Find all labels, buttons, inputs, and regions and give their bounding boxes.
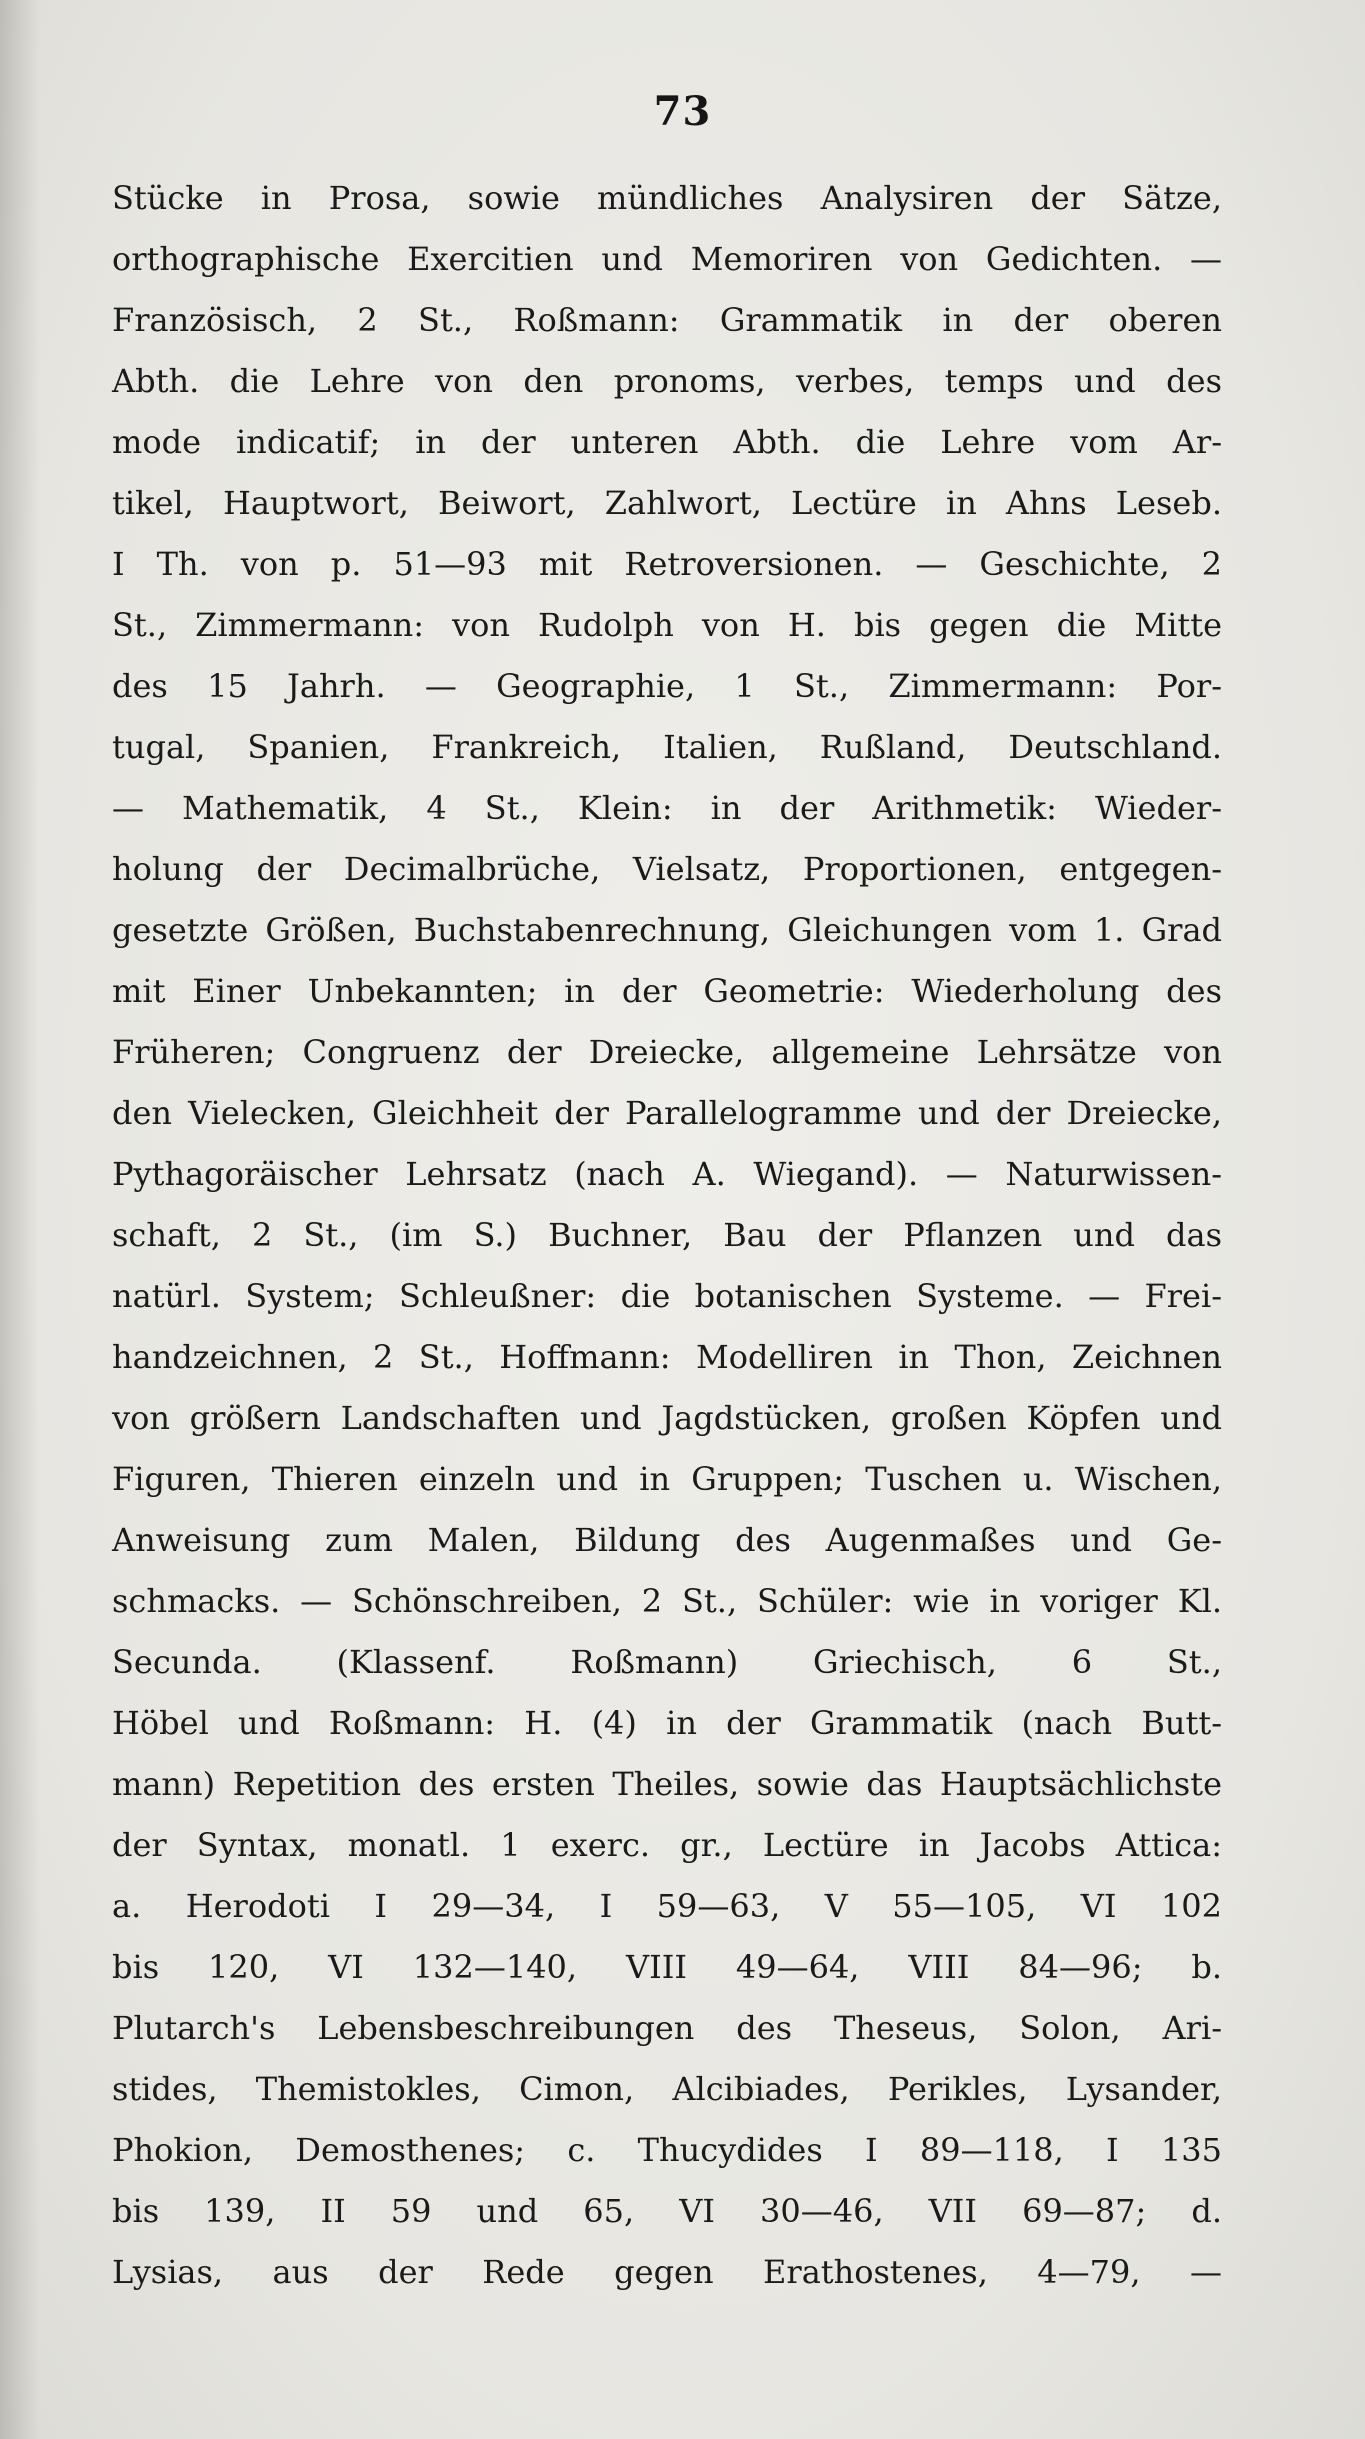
text-line: Plutarch's Lebensbeschreibungen des Theseus, Solon, Ari- <box>112 2009 1222 2047</box>
text-line: mode indicatif; in der unteren Abth. die Lehre vom Ar- <box>112 423 1222 461</box>
text-line: bis 139, II 59 und 65, VI 30—46, VII 69—87; d. <box>112 2192 1222 2230</box>
text-line: Pythagoräischer Lehrsatz (nach A. Wiegand). — Naturwissen- <box>112 1155 1222 1193</box>
text-line: Secunda. (Klassenf. Roßmann) Griechisch, 6 St., <box>112 1643 1222 1681</box>
text-line: orthographische Exercitien und Memoriren von Gedichten. — <box>112 240 1222 278</box>
text-line: von größern Landschaften und Jagdstücken, großen Köpfen und <box>112 1399 1222 1437</box>
text-line: handzeichnen, 2 St., Hoffmann: Modelliren in Thon, Zeichnen <box>112 1338 1222 1376</box>
text-line: — Mathematik, 4 St., Klein: in der Arithmetik: Wieder- <box>112 789 1222 827</box>
text-line: gesetzte Größen, Buchstabenrechnung, Gleichungen vom 1. Grad <box>112 911 1222 949</box>
text-line: schmacks. — Schönschreiben, 2 St., Schüler: wie in voriger Kl. <box>112 1582 1222 1620</box>
text-line: Früheren; Congruenz der Dreiecke, allgemeine Lehrsätze von <box>112 1033 1222 1071</box>
text-line: stides, Themistokles, Cimon, Alcibiades, Perikles, Lysander, <box>112 2070 1222 2108</box>
text-line: Stücke in Prosa, sowie mündliches Analysiren der Sätze, <box>112 179 1222 217</box>
text-line: Abth. die Lehre von den pronoms, verbes, temps und des <box>112 362 1222 400</box>
text-line: Anweisung zum Malen, Bildung des Augenmaßes und Ge- <box>112 1521 1222 1559</box>
text-line: Phokion, Demosthenes; c. Thucydides I 89—118, I 135 <box>112 2131 1222 2169</box>
page-number: 73 <box>653 88 712 135</box>
text-line: a. Herodoti I 29—34, I 59—63, V 55—105, VI 102 <box>112 1887 1222 1925</box>
body-text <box>112 168 1222 2303</box>
text-line: tikel, Hauptwort, Beiwort, Zahlwort, Lectüre in Ahns Leseb. <box>112 484 1222 522</box>
text-line: natürl. System; Schleußner: die botanischen Systeme. — Frei- <box>112 1277 1222 1315</box>
text-line: Französisch, 2 St., Roßmann: Grammatik in der oberen <box>112 301 1222 339</box>
text-line: schaft, 2 St., (im S.) Buchner, Bau der Pflanzen und das <box>112 1216 1222 1254</box>
text-line: bis 120, VI 132—140, VIII 49—64, VIII 84—96; b. <box>112 1948 1222 1986</box>
text-line: den Vielecken, Gleichheit der Parallelogramme und der Dreiecke, <box>112 1094 1222 1132</box>
text-line: Figuren, Thieren einzeln und in Gruppen; Tuschen u. Wischen, <box>112 1460 1222 1498</box>
text-line: holung der Decimalbrüche, Vielsatz, Proportionen, entgegen- <box>112 850 1222 888</box>
text-line: der Syntax, monatl. 1 exerc. gr., Lectüre in Jacobs Attica: <box>112 1826 1222 1864</box>
text-line: Höbel und Roßmann: H. (4) in der Grammatik (nach Butt- <box>112 1704 1222 1742</box>
text-line: St., Zimmermann: von Rudolph von H. bis gegen die Mitte <box>112 606 1222 644</box>
text-line: I Th. von p. 51—93 mit Retroversionen. — Geschichte, 2 <box>112 545 1222 583</box>
text-line: mann) Repetition des ersten Theiles, sowie das Hauptsächlichste <box>112 1765 1222 1803</box>
text-line: des 15 Jahrh. — Geographie, 1 St., Zimmermann: Por- <box>112 667 1222 705</box>
text-line: Lysias, aus der Rede gegen Erathostenes, 4—79, — <box>112 2253 1222 2291</box>
page-gutter-shadow <box>0 0 40 2439</box>
text-line: mit Einer Unbekannten; in der Geometrie: Wiederholung des <box>112 972 1222 1010</box>
text-line: tugal, Spanien, Frankreich, Italien, Rußland, Deutschland. <box>112 728 1222 766</box>
